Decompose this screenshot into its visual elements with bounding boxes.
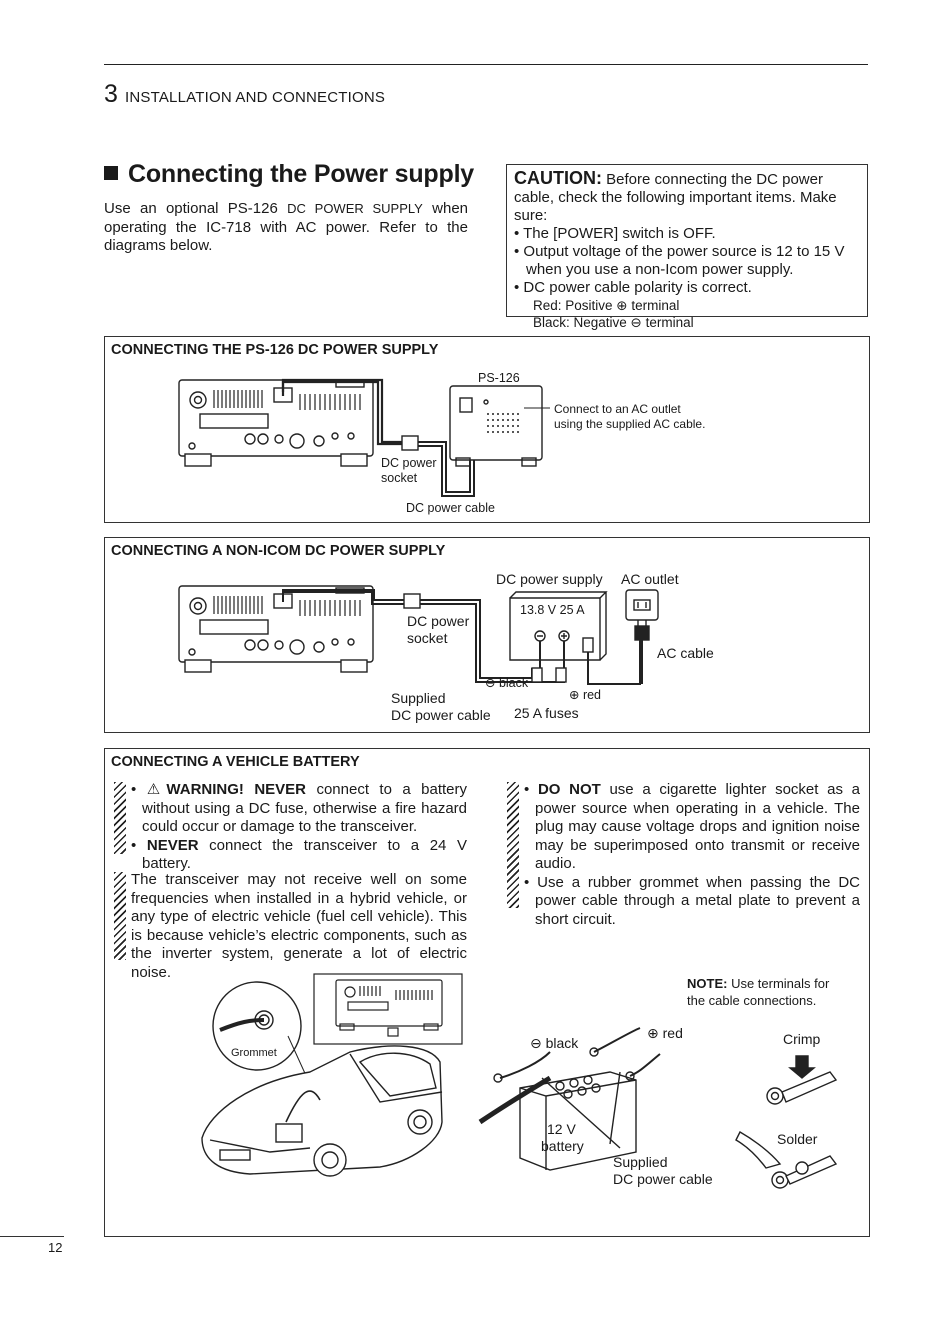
ac-note-line-2: using the supplied AC cable.: [554, 417, 706, 431]
caution-item: • The [POWER] switch is OFF.: [514, 225, 716, 242]
warning-fuse-text: connect to a battery without using a DC fuse, otherwise a fire hazard could occur or damage to the transceiver.: [142, 781, 467, 835]
ps126-illustration: [450, 386, 550, 466]
caution-title: CAUTION:: [514, 168, 602, 188]
note-hatch: [114, 872, 126, 960]
caution-black-line: Black: Negative ⊖ terminal: [533, 315, 694, 330]
dc-socket-label-1: DC power: [407, 613, 470, 629]
vehicle-supplied-label-2: DC power cable: [613, 1171, 713, 1187]
intro-smallcaps: DC POWER SUPPLY: [287, 201, 423, 216]
caution-box: [506, 164, 868, 330]
red-wire-label: ⊕ red: [569, 688, 602, 702]
fuses-label: 25 A fuses: [514, 705, 579, 721]
vehicle-diagram: [190, 972, 850, 1208]
page-number: 12: [48, 1240, 63, 1255]
ps126-label: PS-126: [478, 371, 520, 385]
warning-fuse-bold: ⚠WARNING! NEVER: [146, 781, 307, 798]
right-grommet-text: Use a rubber grommet when passing the DC power cable through a metal plate to prevent a short circuit.: [535, 873, 860, 928]
right-item-lighter: • DO NOT use a cigarette lighter socket as a power source when operating in a vehicle. The plug may cause voltage drops and ignition noise may be superimposed onto transmit or receive audio.: [524, 781, 860, 872]
caution-lead: [514, 169, 867, 225]
vehicle-supplied-label-1: Supplied: [613, 1154, 668, 1170]
transceiver-rear-illustration: [179, 380, 373, 466]
ac-outlet-label: AC outlet: [621, 571, 679, 587]
square-bullet-icon: [104, 166, 118, 180]
terminal-note-bold: NOTE:: [687, 976, 728, 991]
hybrid-note: The transceiver may not receive well on some frequencies when installed in a hybrid vehicle, or any type of electric vehicle (fuel cell vehicle). This is because vehicle’s electric components, such as the inverter system, generate a lot of electric noise.: [131, 871, 467, 981]
caution-lead-text: Before connecting the DC power cable, check the following important items. Make sure:: [514, 171, 837, 224]
ac-outlet-illustration: [626, 590, 658, 684]
right-lighter-bold: DO NOT: [537, 781, 601, 798]
solder-label: Solder: [777, 1131, 818, 1147]
battery-black-label: ⊖ black: [530, 1035, 579, 1051]
section-title-text: Connecting the Power supply: [128, 160, 475, 188]
warning-item-fuse: • ⚠WARNING! NEVER connect to a battery without using a DC fuse, otherwise a fire hazard could occur or damage to the transceiver.: [131, 781, 467, 835]
warning-24v-bold: NEVER: [146, 836, 199, 854]
crimp-illustration: [767, 1056, 836, 1104]
chapter-number: 3: [104, 80, 118, 108]
right-note-hatch: [507, 782, 519, 908]
intro-paragraph: [104, 200, 468, 256]
warning-block: [131, 781, 467, 874]
black-wire-label: ⊖ black: [485, 676, 529, 690]
terminal-note-2: the cable connections.: [687, 993, 817, 1008]
psu-label: DC power supply: [496, 571, 603, 587]
dc-cable-label: DC power cable: [406, 501, 495, 515]
warning-24v-text: connect the transceiver to a 24 V battery.: [142, 836, 468, 872]
caution-item: • Output voltage of the power source is 12 to 15 V when you use a non-Icom power supply.: [514, 243, 845, 278]
caution-red-line: Red: Positive ⊕ terminal: [533, 298, 680, 313]
warning-item-24v: • NEVER connect the transceiver to a 24 V battery.: [131, 836, 468, 872]
dc-socket-label-2: socket: [407, 630, 448, 646]
battery-label-1: 12 V: [547, 1121, 576, 1137]
battery-red-label: ⊕ red: [647, 1025, 683, 1041]
intro-text-2: when operating the IC-718 with AC power. Refer to the diagrams below.: [104, 200, 469, 254]
warning-hatch: [114, 782, 126, 854]
right-note-block: [524, 781, 860, 929]
terminal-note-text-1: Use terminals for: [727, 976, 830, 991]
vehicle-box-title: CONNECTING A VEHICLE BATTERY: [111, 754, 360, 770]
footer-rule: [0, 1236, 64, 1237]
supplied-cable-label-2: DC power cable: [391, 707, 491, 723]
battery-label-2: battery: [541, 1138, 584, 1154]
transceiver-rear-illustration: [179, 586, 373, 672]
dc-socket-label-2: socket: [381, 471, 418, 485]
section-title: [104, 160, 474, 189]
nonicom-box-title: CONNECTING A NON-ICOM DC POWER SUPPLY: [111, 543, 446, 559]
ps126-diagram: [170, 370, 570, 500]
intro-text-1: Use an optional PS-126: [104, 200, 288, 217]
ac-cable-label: AC cable: [657, 645, 714, 661]
psu-rating: 13.8 V 25 A: [520, 603, 585, 617]
supplied-cable-label-1: Supplied: [391, 690, 446, 706]
grommet-label: Grommet: [231, 1047, 277, 1059]
right-lighter-text: use a cigarette lighter socket as a power source when operating in a vehicle. The plug may cause voltage drops and ignition noise may be superimposed onto transmit or receive audio.: [535, 781, 860, 872]
dc-socket-label-1: DC power: [381, 456, 437, 470]
chapter-title: INSTALLATION AND CONNECTIONS: [125, 89, 386, 106]
crimp-label: Crimp: [783, 1031, 821, 1047]
header-rule: [104, 64, 868, 65]
caution-item: • DC power cable polarity is correct.: [514, 279, 752, 296]
ps126-box-title: CONNECTING THE PS-126 DC POWER SUPPLY: [111, 342, 439, 358]
right-item-grommet: • Use a rubber grommet when passing the DC power cable through a metal plate to prevent a short circuit.: [524, 873, 860, 928]
ac-note-line-1: Connect to an AC outlet: [554, 402, 681, 416]
